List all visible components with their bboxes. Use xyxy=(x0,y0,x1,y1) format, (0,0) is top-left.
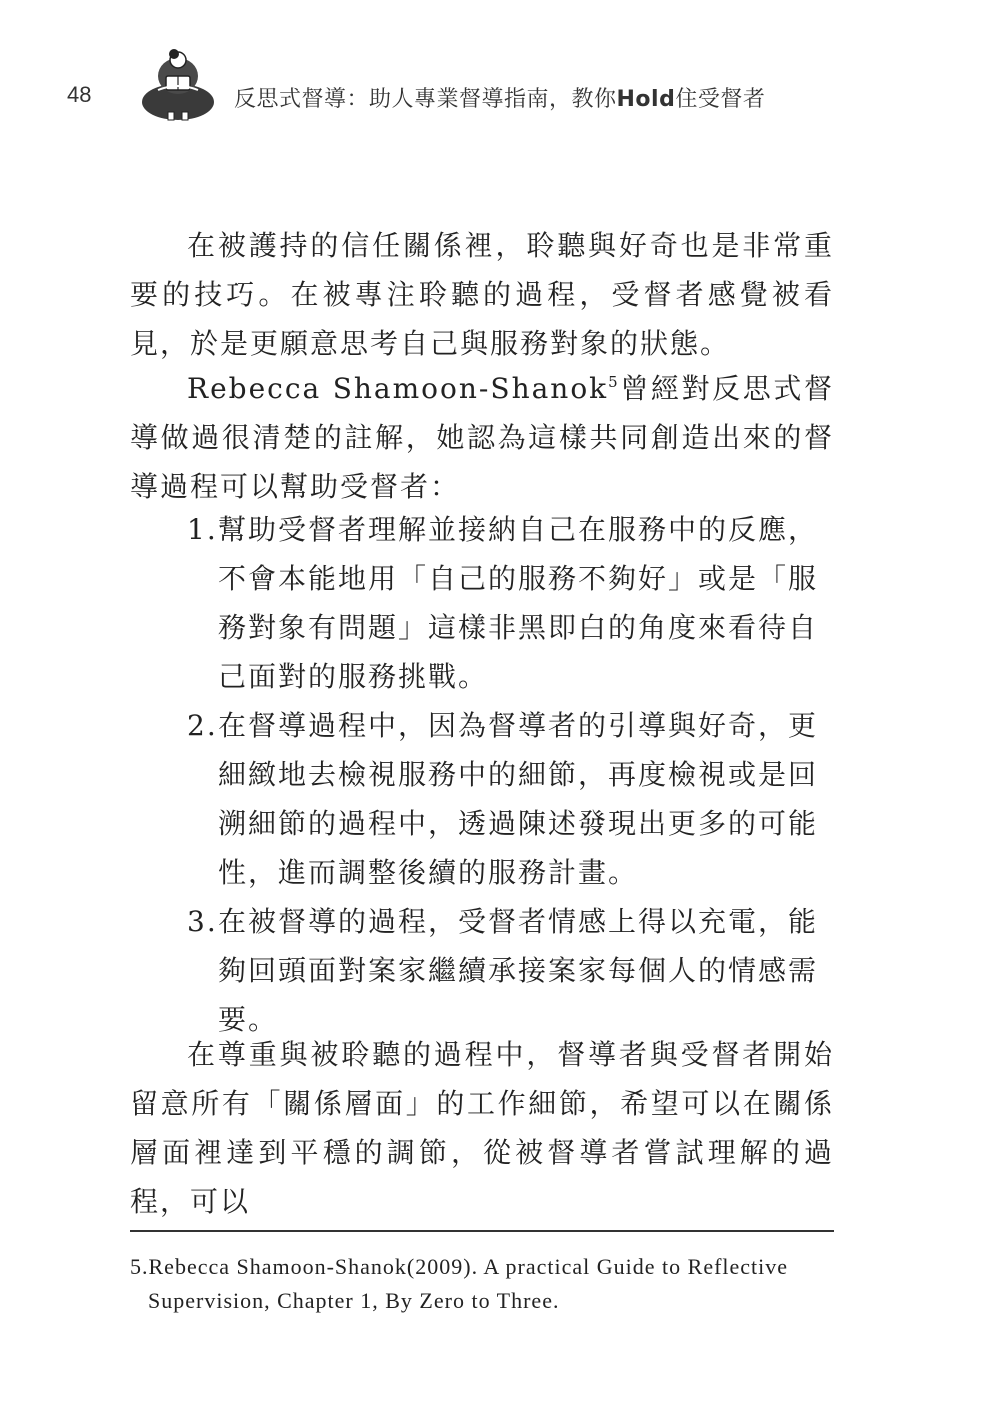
list-item xyxy=(130,897,834,1044)
list-item-text: 在督導過程中，因為督導者的引導與好奇，更細緻地去檢視服務中的細節，再度檢視或是回溯細節的過程中，透過陳述發現出更多的可能性，進而調整後續的服務計畫。 xyxy=(218,709,819,889)
list-item xyxy=(130,701,834,897)
paragraph-3-text: 在尊重與被聆聽的過程中，督導者與受督者開始留意所有「關係層面」的工作細節，希望可以在關係層面裡達到平穩的調節，從被督導者嘗試理解的過程，可以 xyxy=(130,1038,834,1218)
paragraph-1-text: 在被護持的信任關係裡，聆聽與好奇也是非常重要的技巧。在被專注聆聽的過程，受督者感覺被看見，於是更願意思考自己與服務對象的狀態。 xyxy=(130,229,834,360)
footnote-line-1: 5.Rebecca Shamoon-Shanok(2009). A practical Guide to Reflective xyxy=(130,1254,789,1279)
paragraph-2-rest: 曾經對反思式督導做過很清楚的註解，她認為這樣共同創造出來的督導過程可以幫助受督者： xyxy=(130,372,834,503)
title-text-part1: 反思式督導：助人專業督導指南，教你 xyxy=(234,87,617,112)
numbered-list xyxy=(130,505,834,1044)
list-item-text: 在被督導的過程，受督者情感上得以充電，能夠回頭面對案家繼續承接案家每個人的情感需要。 xyxy=(218,905,819,1036)
footnote-line-2: Supervision, Chapter 1, By Zero to Three. xyxy=(148,1288,560,1313)
paragraph-2 xyxy=(130,364,834,511)
page-number: 48 xyxy=(67,82,92,107)
paragraph-2-text xyxy=(130,364,834,511)
paragraph-3 xyxy=(130,1030,834,1226)
reading-person-illustration xyxy=(138,46,218,126)
running-head-title xyxy=(234,82,765,113)
list-item xyxy=(130,505,834,701)
paragraph-2-author: Rebecca Shamoon-Shanok xyxy=(187,372,609,405)
paragraph-1 xyxy=(130,221,834,368)
list-item-number: 3. xyxy=(187,905,218,938)
title-text-part2: 住受督者 xyxy=(675,87,766,112)
title-text-bold: Hold xyxy=(616,87,676,112)
footnote-divider xyxy=(130,1230,834,1232)
list-item-number: 1. xyxy=(187,513,218,546)
list-item-text: 幫助受督者理解並接納自己在服務中的反應，不會本能地用「自己的服務不夠好」或是「服務對象有問題」這樣非黑即白的角度來看待自己面對的服務挑戰。 xyxy=(218,513,819,693)
footnote-reference: 5 xyxy=(608,373,620,391)
list-item-number: 2. xyxy=(187,709,218,742)
footnote xyxy=(130,1250,834,1318)
